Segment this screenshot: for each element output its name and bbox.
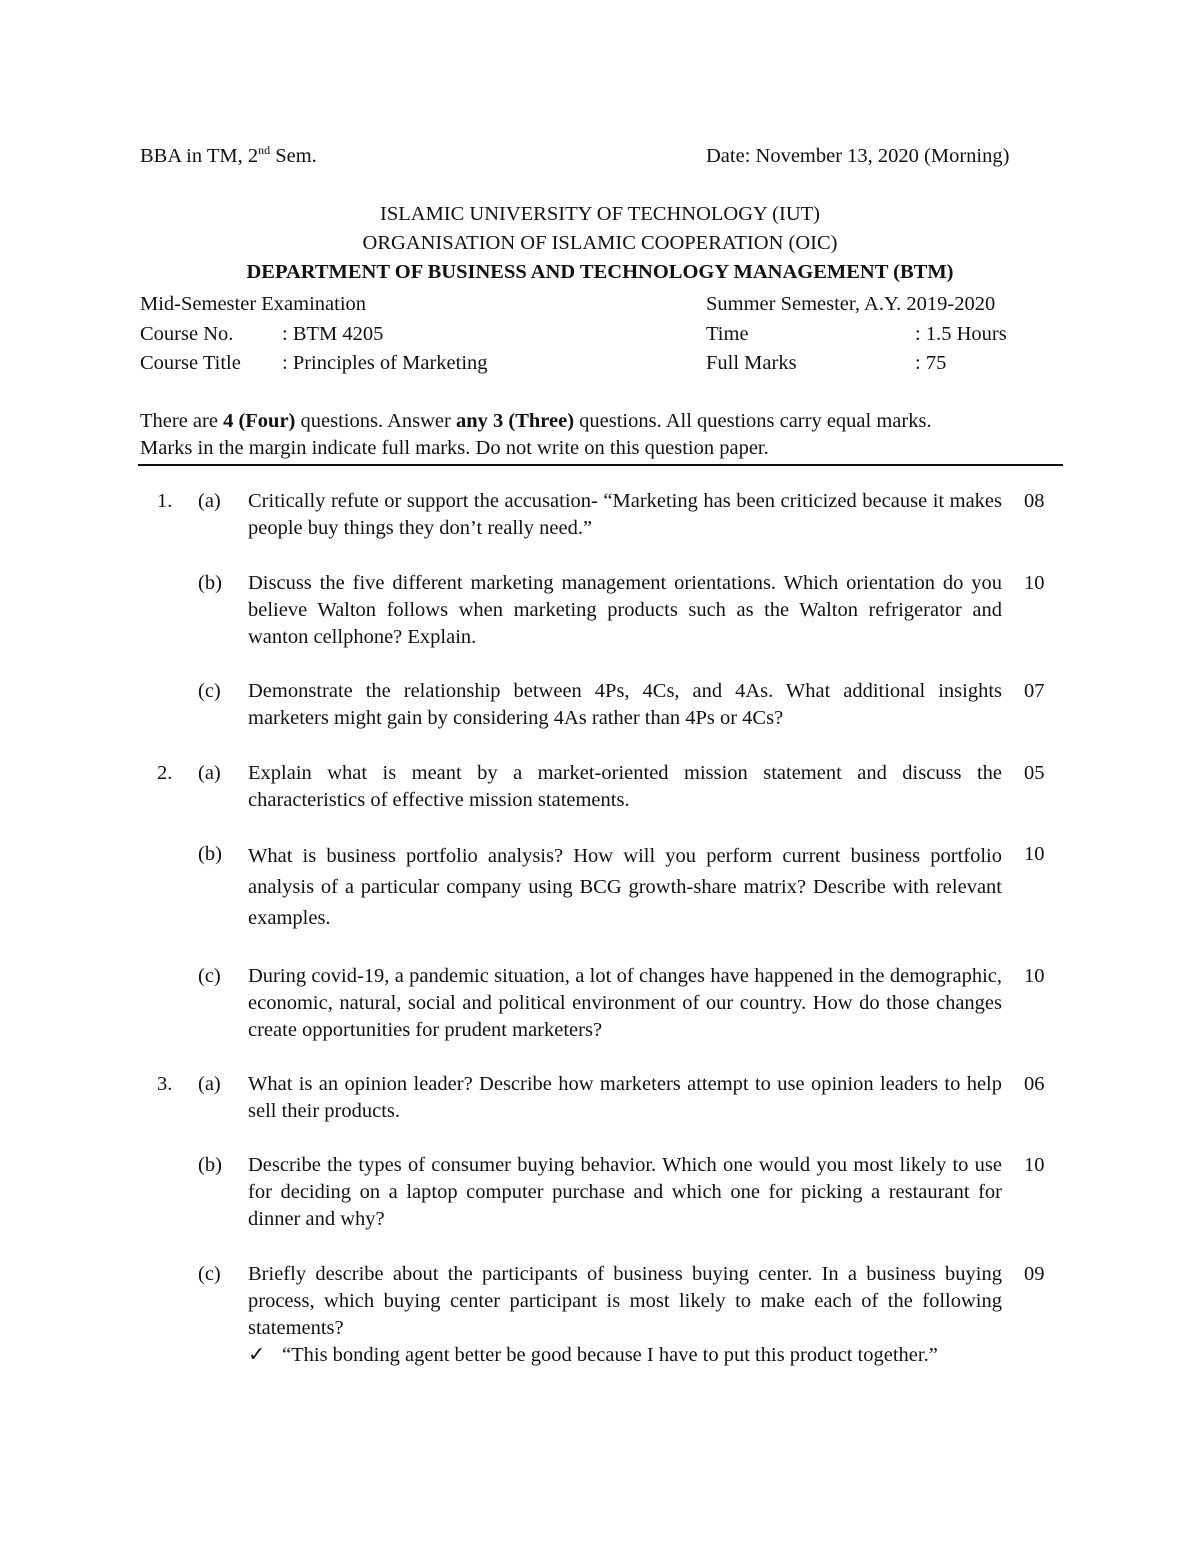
question-text: Briefly describe about the participants of business buying center. In a business buying process, which buying center participant is most likely to make each of the following statements?: [248, 1263, 1002, 1339]
course-title-label: Course Title: [140, 352, 241, 374]
organisation-name: ORGANISATION OF ISLAMIC COOPERATION (OIC): [362, 232, 838, 254]
marks-value: 09: [1024, 1263, 1045, 1285]
instructions: [140, 408, 1060, 462]
part-label: (a): [198, 762, 221, 784]
full-marks-label: Full Marks: [706, 352, 797, 374]
program-line: [140, 143, 317, 170]
marks-value: 07: [1024, 680, 1045, 702]
marks-value: 10: [1024, 843, 1045, 865]
marks-value: 10: [1024, 965, 1045, 987]
part-label: (c): [198, 1263, 221, 1285]
part-label: (c): [198, 680, 221, 702]
question-text: What is business portfolio analysis? How will you perform current business portfolio analysis of a particular company using BCG growth-share matrix? Describe with relevant examples.: [248, 845, 1002, 929]
semester-info: Summer Semester, A.Y. 2019-2020: [706, 293, 996, 315]
full-marks-value: : 75: [915, 352, 947, 374]
time-value: : 1.5 Hours: [915, 323, 1007, 345]
part-label: (b): [198, 843, 222, 865]
exam-type: Mid-Semester Examination: [140, 293, 367, 315]
question-text: What is an opinion leader? Describe how marketers attempt to use opinion leaders to help sell their products.: [248, 1073, 1002, 1122]
part-label: (b): [198, 1154, 222, 1176]
program-tail: Sem.: [270, 145, 317, 167]
question-text: Explain what is meant by a market-oriented mission statement and discuss the characteristics of effective mission statements.: [248, 762, 1002, 811]
course-title-value: : Principles of Marketing: [282, 352, 488, 374]
program-superscript: nd: [258, 143, 271, 157]
question-text: During covid-19, a pandemic situation, a lot of changes have happened in the demographic, economic, natural, social and political environment of our country. How do those changes create opportunities for prudent marketers?: [248, 965, 1002, 1041]
question-number: 1.: [157, 490, 173, 512]
department-name: DEPARTMENT OF BUSINESS AND TECHNOLOGY MANAGEMENT (BTM): [246, 261, 954, 283]
question-text: Demonstrate the relationship between 4Ps, 4Cs, and 4As. What additional insights marketers might gain by considering 4As rather than 4Ps or 4Cs?: [248, 680, 1002, 729]
header-divider: [138, 464, 1063, 466]
question-block: [248, 1261, 1002, 1369]
exam-date: Date: November 13, 2020 (Morning): [706, 145, 1010, 167]
marks-value: 10: [1024, 572, 1045, 594]
statement-text: “This bonding agent better be good because I have to put this product together.”: [282, 1344, 938, 1366]
question-number: 3.: [157, 1073, 173, 1095]
part-label: (a): [198, 1073, 221, 1095]
time-label: Time: [706, 323, 749, 345]
marks-value: 10: [1024, 1154, 1045, 1176]
instructions-line-2: Marks in the margin indicate full marks. Do not write on this question paper.: [140, 437, 769, 459]
question-text: Discuss the five different marketing management orientations. Which orientation do you believe Walton follows when marketing products such as the Walton refrigerator and wanton cellphone? Explain.: [248, 572, 1002, 648]
instructions-line-1: There are 4 (Four) questions. Answer any 3 (Three) questions. All questions carry equal marks.: [140, 410, 932, 432]
question-text: Describe the types of consumer buying behavior. Which one would you most likely to use for deciding on a laptop computer purchase and which one for picking a restaurant for dinner and why?: [248, 1154, 1002, 1230]
course-no-label: Course No.: [140, 323, 234, 345]
marks-value: 08: [1024, 490, 1045, 512]
statement-item: [248, 1342, 1002, 1369]
course-no-value: : BTM 4205: [282, 323, 384, 345]
marks-value: 05: [1024, 762, 1045, 784]
university-name: ISLAMIC UNIVERSITY OF TECHNOLOGY (IUT): [380, 203, 820, 225]
part-label: (b): [198, 572, 222, 594]
program-text: BBA in TM, 2: [140, 145, 259, 167]
question-number: 2.: [157, 762, 173, 784]
question-text: Critically refute or support the accusation- “Marketing has been criticized because it makes people buy things they don’t really need.”: [248, 490, 1002, 539]
marks-value: 06: [1024, 1073, 1045, 1095]
part-label: (c): [198, 965, 221, 987]
checkmark-icon: ✓: [248, 1344, 266, 1366]
part-label: (a): [198, 490, 221, 512]
